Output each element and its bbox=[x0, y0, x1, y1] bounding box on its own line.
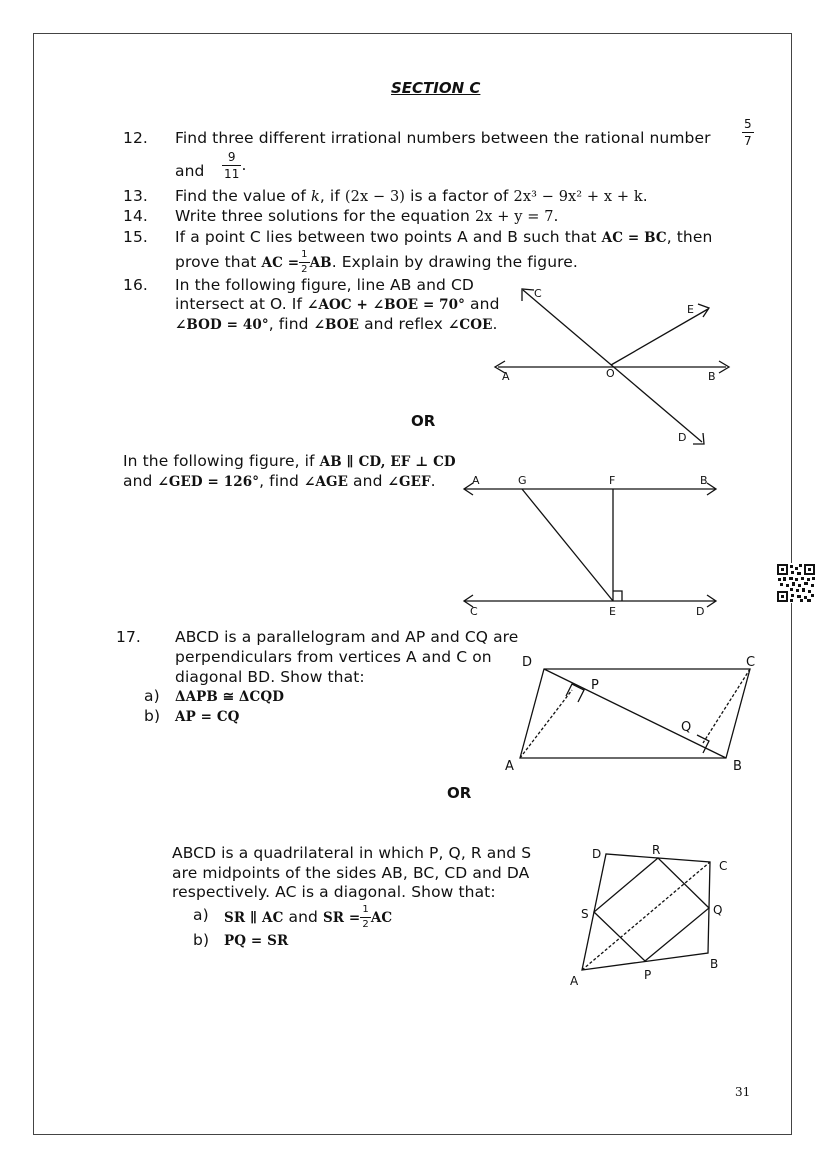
q13-poly: 2x³ − 9x² + x + k bbox=[513, 189, 643, 205]
q13-text bbox=[175, 186, 648, 207]
q17-alt-figure bbox=[565, 840, 735, 990]
q17-line1: ABCD is a parallelogram and AP and CQ are bbox=[175, 628, 519, 646]
label-b: B bbox=[700, 474, 708, 487]
label-c: C bbox=[719, 859, 728, 873]
line-ge bbox=[522, 489, 613, 601]
page-number: 31 bbox=[735, 1085, 751, 1099]
q12-end: . bbox=[241, 156, 247, 174]
label-a: A bbox=[502, 370, 510, 383]
q16-alt-line1-pre: In the following figure, if bbox=[123, 452, 320, 470]
label-e: E bbox=[687, 303, 694, 316]
q12-frac2-num: 9 bbox=[227, 150, 236, 164]
qr-code-icon bbox=[776, 563, 816, 603]
q16-line2-end: and bbox=[465, 295, 500, 313]
parallelogram-pqrs bbox=[594, 858, 709, 961]
q17-alt-line1: ABCD is a quadrilateral in which P, Q, R and S bbox=[172, 844, 532, 862]
q17-alt-a-eq1: SR ∥ AC bbox=[224, 910, 284, 926]
q17-alt-b bbox=[224, 930, 288, 951]
q16-line3-mid2: and reflex bbox=[359, 315, 448, 333]
q17-a-eq: ΔAPB ≅ ΔCQD bbox=[175, 689, 285, 705]
q13-factor: (2x − 3) bbox=[344, 189, 406, 205]
q17-b-label: b) bbox=[144, 707, 161, 725]
q17-alt-half-den: 2 bbox=[362, 919, 369, 930]
q15-eq2-post: AB bbox=[309, 255, 332, 271]
q16-alt-line1 bbox=[123, 451, 456, 472]
q16-line1: In the following figure, line AB and CD bbox=[175, 276, 474, 294]
q12-number: 12. bbox=[123, 129, 148, 147]
q15-half-num: 1 bbox=[301, 249, 308, 260]
q16-line2-eq: ∠AOC + ∠BOE = 70° bbox=[307, 297, 466, 313]
label-q: Q bbox=[713, 903, 723, 917]
q16-number: 16. bbox=[123, 276, 148, 294]
arrow-e bbox=[698, 304, 709, 317]
q15-line1 bbox=[175, 227, 712, 248]
q15-half-den: 2 bbox=[301, 264, 308, 275]
line-cd bbox=[523, 290, 702, 442]
q17-alt-line3: respectively. AC is a diagonal. Show that: bbox=[172, 883, 496, 901]
q12-frac2-den: 11 bbox=[224, 167, 240, 181]
label-b: B bbox=[733, 759, 742, 774]
q15-number: 15. bbox=[123, 228, 148, 246]
q13-mid: is a factor of bbox=[405, 187, 514, 205]
q16-alt-line2-eq3: ∠GEF bbox=[387, 474, 431, 490]
q16-line3-end: . bbox=[492, 315, 498, 333]
q15-eq1: AC = BC bbox=[601, 230, 667, 246]
q12-and: and bbox=[175, 162, 205, 180]
q14-number: 14. bbox=[123, 207, 148, 225]
q16-alt-line1-eq: AB ∥ CD, EF ⊥ CD bbox=[319, 454, 456, 470]
q17-alt-a-label: a) bbox=[193, 906, 209, 924]
q16-alt-line2-pre: and bbox=[123, 472, 158, 490]
q16-figure bbox=[490, 282, 740, 452]
q13-text-a: Find the value of bbox=[175, 187, 311, 205]
q17-alt-a bbox=[224, 905, 392, 930]
label-r: R bbox=[652, 843, 661, 857]
q12-frac1-den: 7 bbox=[744, 134, 752, 148]
q16-line2-pre: intersect at O. If bbox=[175, 295, 308, 313]
quadrilateral-abcd bbox=[582, 854, 710, 970]
label-d: D bbox=[696, 605, 705, 618]
q17-alt-a-mid: and bbox=[283, 908, 323, 926]
q12-text bbox=[175, 128, 711, 148]
q16-alt-line2 bbox=[123, 471, 436, 492]
label-f: F bbox=[609, 474, 616, 487]
q16-line3 bbox=[175, 314, 498, 335]
q16-alt-figure bbox=[460, 470, 725, 620]
q13-k: k bbox=[310, 189, 320, 205]
label-g: G bbox=[518, 474, 527, 487]
section-title: SECTION C bbox=[391, 79, 481, 97]
label-b: B bbox=[710, 957, 719, 971]
q17-a-label: a) bbox=[144, 687, 160, 705]
q17-alt-b-label: b) bbox=[193, 931, 210, 949]
q17-line2: perpendiculars from vertices A and C on bbox=[175, 648, 492, 666]
right-angle-mark bbox=[613, 591, 622, 601]
label-q: Q bbox=[681, 720, 692, 735]
q15-line1-end: , then bbox=[666, 228, 713, 246]
q13-number: 13. bbox=[123, 187, 148, 205]
diagonal-bd bbox=[544, 669, 726, 758]
q14-eq: 2x + y = 7 bbox=[474, 209, 554, 225]
label-d: D bbox=[522, 655, 533, 670]
q12-fraction-1 bbox=[742, 118, 754, 147]
q17-alt-b-eq: PQ = SR bbox=[224, 933, 289, 949]
q16-line3-eq3: ∠COE bbox=[447, 317, 493, 333]
q14-text bbox=[175, 206, 559, 227]
q14-text-a: Write three solutions for the equation bbox=[175, 207, 475, 225]
q16-alt-line2-mid: , find bbox=[259, 472, 305, 490]
q16-alt-line2-eq2: ∠AGE bbox=[304, 474, 349, 490]
q14-end: . bbox=[553, 207, 559, 225]
label-c: C bbox=[470, 605, 478, 618]
q15-line1-text: If a point C lies between two points A and B such that bbox=[175, 228, 602, 246]
q12-text-main: Find three different irrational numbers between the rational number bbox=[175, 129, 711, 147]
label-d: D bbox=[592, 847, 602, 861]
q16-alt-line2-mid2: and bbox=[348, 472, 388, 490]
label-b: B bbox=[708, 370, 716, 383]
q13-end: . bbox=[642, 187, 648, 205]
label-a: A bbox=[505, 759, 514, 774]
q17-alt-a-eq2-pre: SR = bbox=[322, 910, 361, 926]
q16-line3-eq2: ∠BOE bbox=[313, 317, 360, 333]
q17-a bbox=[175, 686, 284, 707]
q16-alt-line2-end: . bbox=[430, 472, 436, 490]
q15-line2 bbox=[175, 250, 578, 275]
label-p: P bbox=[591, 678, 599, 693]
label-e: E bbox=[609, 605, 616, 618]
q16-alt-line2-eq1: ∠GED = 126° bbox=[157, 474, 260, 490]
label-d: D bbox=[678, 431, 687, 444]
q17-alt-a-eq2-post: AC bbox=[370, 910, 393, 926]
label-c: C bbox=[746, 655, 756, 670]
label-a: A bbox=[472, 474, 480, 487]
q15-line2-start: prove that bbox=[175, 253, 262, 271]
label-p: P bbox=[644, 968, 652, 982]
q17-line3: diagonal BD. Show that: bbox=[175, 668, 365, 686]
q12-frac1-num: 5 bbox=[744, 117, 752, 131]
perpendicular-ap bbox=[520, 690, 572, 758]
q13-if: , if bbox=[319, 187, 345, 205]
ray-oe bbox=[611, 309, 708, 365]
q16-line2 bbox=[175, 294, 500, 315]
q17-b-eq: AP = CQ bbox=[175, 709, 240, 725]
q15-eq2-pre: AC = bbox=[261, 255, 300, 271]
label-c: C bbox=[534, 287, 542, 300]
q17-or: OR bbox=[447, 784, 472, 802]
q16-line3-eq1: ∠BOD = 40° bbox=[175, 317, 269, 333]
q17-b bbox=[175, 706, 240, 727]
q17-alt-line2: are midpoints of the sides AB, BC, CD and DA bbox=[172, 864, 530, 882]
label-a: A bbox=[570, 974, 579, 988]
q17-number: 17. bbox=[116, 628, 141, 646]
q16-line3-mid: , find bbox=[268, 315, 314, 333]
q12-fraction-2 bbox=[222, 151, 247, 180]
q16-or: OR bbox=[411, 412, 436, 430]
q15-line2-end: . Explain by drawing the figure. bbox=[331, 253, 578, 271]
q17-alt-half-num: 1 bbox=[362, 904, 369, 915]
q17-figure bbox=[500, 652, 765, 777]
label-o: O bbox=[606, 367, 615, 380]
perpendicular-cq bbox=[703, 669, 750, 743]
label-s: S bbox=[581, 907, 589, 921]
